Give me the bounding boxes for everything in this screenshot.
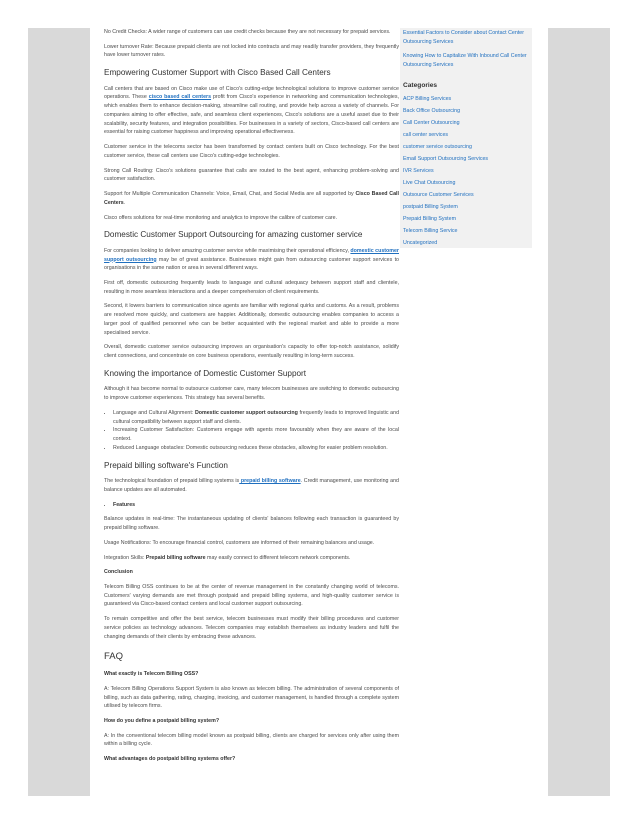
paragraph: Cisco offers solutions for real-time monitoring and analytics to improve the calibre of customer care. (104, 214, 338, 221)
section-heading: Knowing the importance of Domestic Customer Support (104, 368, 307, 378)
paragraph: Strong Call Routing: Cisco's solutions guarantee that calls are routed to the best agent, enhancing problem-solving and customer satisfaction. (104, 167, 399, 183)
section-heading: Domestic Customer Support Outsourcing for amazing customer service (104, 230, 363, 240)
category-link-call-center-services[interactable]: call center services (403, 132, 449, 139)
recent-post-link[interactable]: Knowing How to Capitalize With Inbound Call Center Outsourcing Services (403, 53, 527, 68)
recent-posts (400, 28, 532, 70)
paragraph: Customer service in the telecoms sector has been transformed by contact centers built on Cisco technology. For the best customer service, these call centers use Cisco's cutting-edge technologies. (104, 144, 399, 159)
category-link-email-support[interactable]: Email Support Outsourcing Services (403, 156, 489, 163)
faq-heading: FAQ (104, 651, 124, 663)
list-item: • Reduced Language obstacles: Domestic outsourcing reduces these obstacles, allowing for easier problem resolution. (113, 444, 399, 453)
categories-title: Categories (403, 82, 438, 89)
paragraph: Second, it lowers barriers to communication since agents are familiar with regional quirks and customs. As a result, problems are resolved more quickly, and customers are happier. Additionally, domestic outsourcing enables companies to access a larger pool of qualified personnel who can be better acquainted with the regional market and able to provide a more specialised service. (104, 303, 399, 336)
paragraph: No Credit Checks: A wider range of customers can use credit checks because they are not necessary for prepaid services. (104, 29, 391, 35)
left-gutter (28, 28, 90, 796)
right-gutter (548, 28, 610, 796)
paragraph: Support for Multiple Communication Channels: Voice, Email, Chat, and Social Media are all supported by Cisco Based Call Centers. (104, 191, 399, 206)
paragraph: Telecom Billing OSS continues to be at the center of revenue management in the constantly changing world of telecoms. Customers' varying demands are met through postpaid and prepaid billing systems, and high-quality customer service is guaranteed via Cisco-based contact centers and local customer support outsourcing. (104, 583, 399, 608)
paragraph: To remain competitive and offer the best service, telecom businesses must modify their billing procedures and customer service policies as technology advances. Telecom companies may establish themselves as industry leaders and fulfil the changing demands of their clients by embracing these advances. (104, 616, 399, 640)
paragraph: Although it has become normal to outsource customer care, many telecom businesses are switching to domestic outsourcing to improve customer experiences. This strategy has several benefits. (104, 386, 399, 402)
category-link-call-center-outsourcing[interactable]: Call Center Outsourcing (403, 120, 460, 127)
category-link-customer-service-outsourcing[interactable]: customer service outsourcing (403, 144, 472, 151)
section-heading: Prepaid billing software's Function (104, 460, 228, 470)
category-link-live-chat[interactable]: Live Chat Outsourcing (403, 180, 456, 187)
category-link-uncategorized[interactable]: Uncategorized (403, 240, 438, 247)
paragraph: The technological foundation of prepaid billing systems is prepaid billing software. Credit management, use monitoring and balance updates are all automated. (104, 478, 399, 493)
category-link-telecom-billing[interactable]: Telecom Billing Service (403, 228, 458, 235)
category-link-back-office[interactable]: Back Office Outsourcing (403, 108, 461, 115)
paragraph: Lower turnover Rate: Because prepaid clients are not locked into contracts and may readily transfer providers, they frequently have lower turnover rates. (104, 43, 399, 59)
category-link-postpaid-billing[interactable]: postpaid Billing System (403, 204, 458, 211)
faq-question: What exactly is Telecom Billing OSS? (104, 671, 199, 678)
list-item: • Features (113, 501, 399, 510)
paragraph: Balance updates in real-time: The instantaneous updating of clients' balances following each transaction is guaranteed by prepaid billing software. (104, 516, 399, 532)
faq-question: How do you define a postpaid billing system? (104, 717, 220, 724)
paragraph: Call centers that are based on Cisco make use of Cisco's cutting-edge technological solutions to improve customer service operations. These cisco based call centers profit from Cisco's experience in networking and communication technologies, which enables them to enhance decision-making, streamline call routing, and provide help across a variety of channels. For companies aiming to offer effective, safe, and seamless client experiences, Cisco's solutions are a useful asset due to their scalability, security features, and integration possibilities. For businesses in a variety of sectors, Cisco-based call centers are essential for raising customer happiness and improving operational effectiveness. (104, 85, 399, 136)
features-list (104, 501, 399, 510)
category-link-acp-billing[interactable]: ACP Billing Services (403, 96, 452, 103)
faq-answer: A: In the conventional telecom billing model known as postpaid billing, clients are charged for services only after using them within a billing cycle. (104, 732, 399, 748)
cisco-call-centers-link[interactable]: cisco based call centers (148, 94, 212, 101)
prepaid-billing-software-link[interactable]: prepaid billing software (239, 478, 301, 485)
paragraph: Overall, domestic customer service outsourcing improves an organisation's capacity to offer top-notch assistance, solidify client connections, and concentrate on core business operations, eventually resulting in long-term success. (104, 344, 399, 360)
paragraph: Integration Skills: Prepaid billing software may easily connect to different telecom network components. (104, 554, 351, 561)
list-item: • Increasing Customer Satisfaction: Customers engage with agents more favourably when they are aware of the local context. (113, 426, 399, 443)
category-link-outsource-customer-services[interactable]: Outsource Customer Services (403, 192, 474, 199)
sidebar (400, 28, 532, 248)
article-body (104, 28, 399, 770)
faq-question: What advantages do postpaid billing systems offer? (104, 756, 236, 763)
list-item: • Language and Cultural Alignment: Domestic customer support outsourcing frequently leads to improved linguistic and cultural compatibility between support staff and clients. (113, 409, 399, 426)
faq-answer: A: Telecom Billing Operations Support System is also known as telecom billing. The administration of several components of billing, such as data gathering, rating, charging, invoicing, and customer management, is handled through a complete system utilised by telecom firms. (104, 685, 399, 710)
category-link-prepaid-billing[interactable]: Prepaid Billing System (403, 216, 456, 223)
page-content (90, 28, 548, 796)
benefits-list (104, 409, 399, 453)
recent-post-link[interactable]: Essential Factors to Consider about Contact Center Outsourcing Services (403, 30, 525, 45)
category-link-ivr[interactable]: IVR Services (403, 168, 434, 175)
paragraph: For companies looking to deliver amazing customer service while maximising their operational efficiency, domestic customer support outsourcing may be of great assistance. Businesses might gain from outsourcing customer support services to organisations in the same nation or area in several different ways. (104, 247, 399, 272)
conclusion-label: Conclusion (104, 569, 133, 576)
paragraph: Usage Notifications: To encourage financial control, customers are informed of their remaining balances and usage. (104, 539, 375, 546)
domestic-support-outsourcing-link[interactable]: domestic customer support outsourcing (104, 247, 399, 263)
section-heading: Empowering Customer Support with Cisco Based Call Centers (104, 68, 331, 78)
paragraph: First off, domestic outsourcing frequently leads to language and cultural adequacy between support staff and clientele, resulting in more seamless interactions and a deeper comprehension of client requirements. (104, 280, 399, 295)
